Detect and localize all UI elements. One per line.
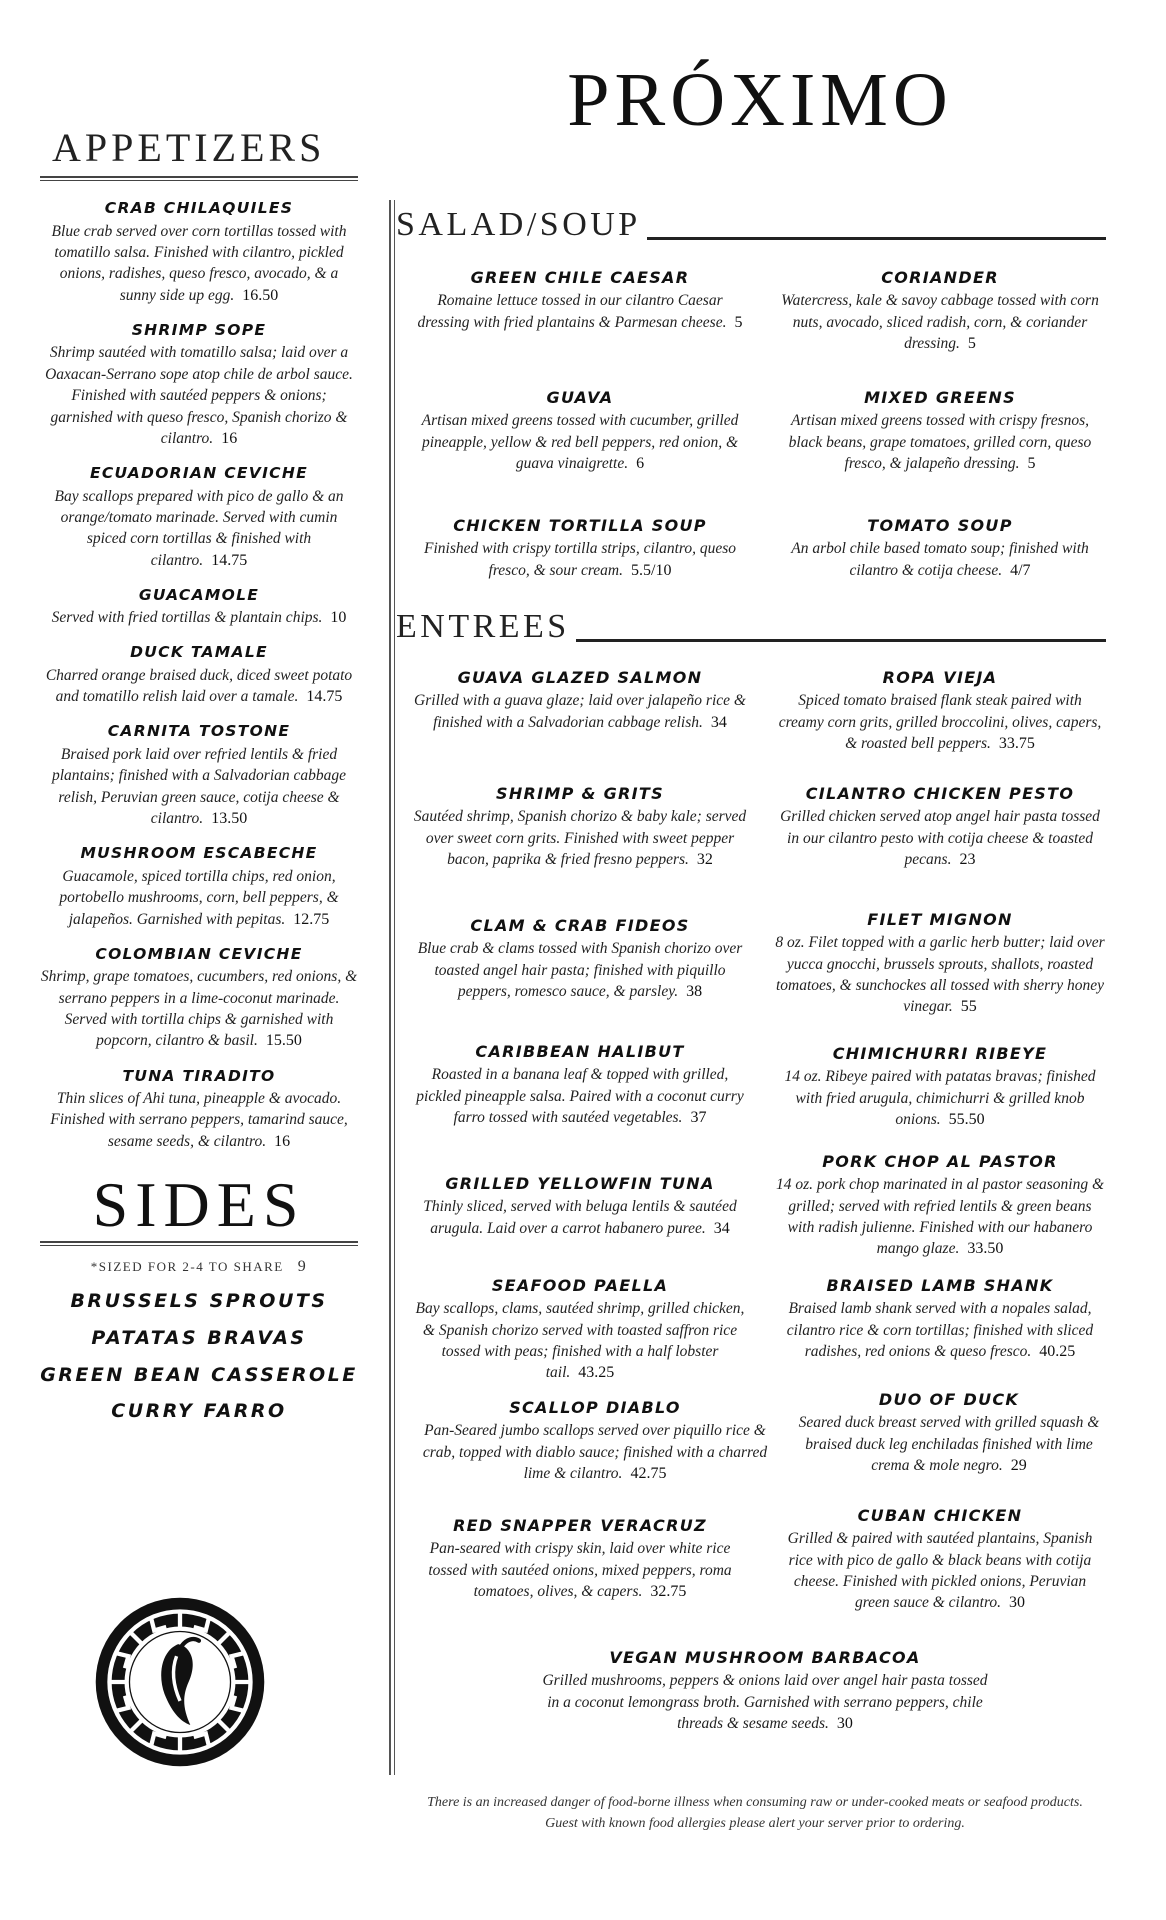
entree-desc-text: Sautéed shrimp, Spanish chorizo & baby kale; served over sweet corn grits. Finished with sweet pepper bacon, paprika & fried fresno peppers. — [413, 808, 747, 868]
entree-price: 55 — [960, 998, 977, 1016]
entree-desc-text: 14 oz. pork chop marinated in al pastor seasoning & grilled; served with refried lentils & green beans with radish julienne. Finished with our habanero mango glaze. — [775, 1176, 1105, 1258]
appetizer-desc-text: Thin slices of Ahi tuna, pineapple & avocado. Finished with serrano peppers, tamarind sauce, sesame seeds, & cilantro. — [50, 1090, 348, 1150]
appetizers-heading: APPETIZERS — [52, 125, 326, 170]
entree-description — [410, 1420, 780, 1485]
appetizer-item — [40, 722, 358, 830]
entree-name: VEGAN MUSHROOM BARBACOA — [609, 1648, 921, 1667]
soup-item — [410, 516, 750, 582]
entree-price: 33.50 — [967, 1240, 1004, 1258]
entree-item — [775, 1152, 1105, 1260]
entree-name: CILANTRO CHICKEN PESTO — [805, 784, 1075, 803]
appetizer-name: SHRIMP SOPE — [131, 320, 267, 339]
restaurant-name: PRÓXIMO — [567, 58, 953, 142]
appetizer-price: 13.50 — [211, 810, 248, 828]
entree-name: CUBAN CHICKEN — [857, 1506, 1023, 1525]
entree-description — [775, 1298, 1105, 1363]
entree-name: PORK CHOP AL PASTOR — [822, 1152, 1058, 1171]
appetizer-description — [40, 966, 358, 1052]
salad-item — [775, 388, 1105, 475]
entree-price: 42.75 — [630, 1464, 667, 1482]
entree-name: DUO OF DUCK — [878, 1390, 1020, 1409]
entree-name: ROPA VIEJA — [882, 668, 998, 687]
appetizer-description — [40, 221, 358, 307]
entree-desc-text: Pan-seared with crispy skin, laid over white rice tossed with sautéed onions, mixed peppers, roma tomatoes, olives, & capers. — [428, 1540, 732, 1600]
entrees-header — [396, 610, 1106, 644]
salad-item — [775, 268, 1105, 355]
entree-description — [410, 1298, 750, 1384]
entree-desc-text: Roasted in a banana leaf & topped with grilled, pickled pineapple salsa. Paired with a coconut curry farro tossed with sautéed vegetables. — [416, 1066, 744, 1126]
appetizer-name: CRAB CHILAQUILES — [104, 199, 294, 217]
appetizer-item — [40, 464, 358, 572]
appetizer-desc-text: Shrimp sautéed with tomatillo salsa; laid over a Oaxacan-Serrano sope atop chile de arbol sauce. Finished with sautéed peppers & onions; garnished with queso fresco, Spanish chorizo & cilantro. — [45, 344, 353, 447]
entree-description — [775, 1066, 1105, 1131]
entree-item — [410, 1042, 750, 1129]
entree-name: SEAFOOD PAELLA — [491, 1276, 669, 1295]
appetizer-name: ECUADORIAN CEVICHE — [89, 463, 309, 482]
salad-name: GREEN CHILE CAESAR — [470, 268, 690, 287]
entree-desc-text: Blue crab & clams tossed with Spanish chorizo over toasted angel hair pasta; finished with piquillo peppers, romesco sauce, & parsley. — [417, 940, 743, 1000]
entree-item — [775, 910, 1105, 1018]
entree-name: RED SNAPPER VERACRUZ — [453, 1516, 707, 1535]
entree-item — [410, 784, 750, 871]
entree-description — [775, 932, 1105, 1018]
appetizer-name: COLOMBIAN CEVICHE — [95, 944, 303, 963]
entree-desc-text: 14 oz. Ribeye paired with patatas bravas; finished with fried arugula, chimichurri & grilled knob onions. — [784, 1068, 1096, 1128]
entree-name: GUAVA GLAZED SALMON — [457, 668, 703, 687]
appetizer-item — [40, 945, 358, 1053]
appetizer-desc-text: Shrimp, grape tomatoes, cucumbers, red onions, & serrano peppers in a lime-coconut marinade. Served with tortilla chips & garnished with popcorn, cilantro & basil. — [40, 968, 358, 1050]
entree-item — [410, 1276, 750, 1384]
salad-price: 5 — [734, 313, 743, 331]
soup-description — [775, 538, 1105, 581]
salad-name: GUAVA — [546, 388, 614, 407]
entree-price: 55.50 — [948, 1110, 985, 1128]
appetizer-desc-text: Blue crab served over corn tortillas tossed with tomatillo salsa. Finished with cilantro, pickled onions, radishes, queso fresco, avocado, & a sunny side up egg. — [51, 222, 347, 304]
entree-item — [410, 916, 750, 1003]
appetizer-price: 12.75 — [293, 910, 330, 928]
salad-desc-text: Watercress, kale & savoy cabbage tossed with corn nuts, avocado, sliced radish, corn, & coriander dressing. — [781, 292, 1099, 352]
side-item: BRUSSELS SPROUTS — [70, 1289, 328, 1312]
entrees-heading: ENTREES — [396, 608, 570, 645]
entree-name: CLAM & CRAB FIDEOS — [470, 916, 690, 935]
entree-desc-text: Seared duck breast served with grilled squash & braised duck leg enchiladas finished with lime crema & mole negro. — [798, 1414, 1100, 1474]
appetizer-price: 16 — [221, 429, 238, 447]
entree-price: 29 — [1010, 1456, 1027, 1474]
entree-price: 38 — [686, 982, 703, 1000]
appetizer-desc-text: Guacamole, spiced tortilla chips, red onion, portobello mushrooms, corn, bell peppers, & jalapeños. Garnished with pepitas. — [59, 867, 339, 928]
appetizer-description — [40, 866, 358, 931]
entree-price: 34 — [713, 1219, 730, 1237]
salad-soup-header — [396, 208, 1106, 242]
appetizer-price: 16 — [274, 1132, 291, 1150]
chile-pepper-in-greek-key-ring-icon — [94, 1596, 266, 1768]
soup-price: 4/7 — [1010, 561, 1031, 579]
appetizer-description — [40, 665, 358, 708]
entree-description — [410, 1064, 750, 1129]
appetizer-description — [40, 342, 358, 450]
entree-desc-text: Braised lamb shank served with a nopales salad, cilantro rice & corn tortillas; finished with sliced radishes, red onions & queso fresco. — [786, 1300, 1094, 1360]
sides-note-text: *SIZED FOR 2-4 TO SHARE — [90, 1258, 284, 1274]
entree-item — [775, 1276, 1105, 1363]
appetizer-name: MUSHROOM ESCABECHE — [80, 844, 318, 863]
salad-description — [410, 290, 750, 333]
entree-description — [775, 1174, 1105, 1260]
entree-desc-text: Grilled & paired with sautéed plantains, Spanish rice with pico de gallo & black beans with cotija cheese. Finished with pickled onions, Peruvian green sauce & cilantro. — [787, 1530, 1093, 1612]
entree-item — [775, 784, 1105, 871]
entree-name: FILET MIGNON — [867, 910, 1013, 929]
salad-description — [410, 410, 750, 475]
sides-rule — [40, 1241, 358, 1246]
entree-price: 32 — [696, 850, 713, 868]
entree-description — [775, 806, 1105, 871]
column-divider — [389, 200, 395, 1775]
entree-desc-text: 8 oz. Filet topped with a garlic herb butter; laid over yucca gnocchi, brussels sprouts, shallots, roasted tomatoes, & sunchockes all tossed with sherry honey vinegar. — [775, 934, 1105, 1016]
entree-description — [410, 938, 750, 1003]
entree-description — [775, 1528, 1105, 1614]
sides-note — [40, 1258, 358, 1276]
entree-item — [535, 1648, 995, 1735]
appetizer-name: CARNITA TOSTONE — [107, 722, 291, 741]
appetizer-description — [40, 607, 358, 629]
appetizer-item — [40, 844, 358, 930]
entree-price: 43.25 — [578, 1364, 615, 1382]
soup-desc-text: An arbol chile based tomato soup; finished with cilantro & cotija cheese. — [791, 540, 1089, 579]
appetizer-description — [40, 744, 358, 830]
entree-desc-text: Grilled with a guava glaze; laid over jalapeño rice & finished with a Salvadorian cabbage relish. — [414, 692, 746, 731]
entree-name: GRILLED YELLOWFIN TUNA — [445, 1174, 715, 1193]
entree-price: 23 — [959, 850, 976, 868]
salad-description — [775, 410, 1105, 475]
entree-name: CHIMICHURRI RIBEYE — [832, 1044, 1048, 1063]
entree-item — [410, 1398, 780, 1485]
entree-item — [410, 1174, 750, 1240]
sides-heading: SIDES — [92, 1168, 306, 1240]
entree-description — [775, 690, 1105, 755]
appetizer-description — [40, 486, 358, 572]
appetizer-name: GUACAMOLE — [138, 585, 260, 604]
soup-item — [775, 516, 1105, 582]
entree-description — [535, 1670, 995, 1735]
salad-desc-text: Romaine lettuce tossed in our cilantro Caesar dressing with fried plantains & Parmesan cheese. — [417, 292, 727, 331]
entree-item — [410, 1516, 750, 1603]
entree-desc-text: Thinly sliced, served with beluga lentils & sautéed arugula. Laid over a carrot habanero puree. — [423, 1198, 737, 1237]
left-column — [40, 125, 358, 1423]
entree-price: 33.75 — [998, 734, 1035, 752]
entree-item — [790, 1390, 1108, 1477]
appetizer-price: 14.75 — [306, 688, 343, 706]
entree-description — [410, 1538, 750, 1603]
salad-price: 5 — [967, 334, 976, 352]
entree-item — [775, 668, 1105, 755]
entrees-rule — [576, 639, 1106, 642]
salad-desc-text: Artisan mixed greens tossed with crispy fresnos, black beans, grape tomatoes, grilled corn, queso fresco, & jalapeño dressing. — [788, 412, 1092, 472]
appetizer-desc-text: Bay scallops prepared with pico de gallo & an orange/tomato marinade. Served with cumin spiced corn tortillas & finished with cilantro. — [54, 487, 344, 569]
appetizer-price: 10 — [330, 609, 347, 627]
entree-price: 40.25 — [1039, 1342, 1076, 1360]
entree-name: SHRIMP & GRITS — [496, 784, 664, 803]
entree-item — [410, 668, 750, 734]
appetizer-item — [40, 199, 358, 307]
salad-name: CORIANDER — [881, 268, 999, 287]
appetizer-name: DUCK TAMALE — [130, 643, 268, 662]
appetizers-rule — [40, 176, 358, 181]
entree-item — [775, 1506, 1105, 1614]
entree-name: BRAISED LAMB SHANK — [826, 1276, 1054, 1295]
salad-soup-rule — [647, 237, 1106, 240]
entree-price: 30 — [1009, 1594, 1026, 1612]
entree-item — [775, 1044, 1105, 1131]
salad-item — [410, 388, 750, 475]
entree-description — [790, 1412, 1108, 1477]
entree-desc-text: Bay scallops, clams, sautéed shrimp, grilled chicken, & Spanish chorizo served with toasted saffron rice tossed with peas; finished with a half lobster tail. — [415, 1300, 745, 1382]
soup-name: TOMATO SOUP — [867, 516, 1013, 535]
entree-price: 30 — [836, 1714, 853, 1732]
side-item: CURRY FARRO — [111, 1400, 287, 1423]
entree-name: SCALLOP DIABLO — [509, 1398, 681, 1417]
salad-price: 6 — [636, 454, 645, 472]
entree-description — [410, 690, 750, 733]
salad-price: 5 — [1027, 454, 1036, 472]
soup-price: 5.5/10 — [631, 561, 672, 579]
appetizer-item — [40, 586, 358, 630]
entree-price: 34 — [710, 713, 727, 731]
soup-desc-text: Finished with crispy tortilla strips, cilantro, queso fresco, & sour cream. — [423, 540, 736, 579]
appetizer-item — [40, 321, 358, 450]
entree-desc-text: Grilled chicken served atop angel hair pasta tossed in our cilantro pesto with cotija cheese & toasted pecans. — [780, 808, 1100, 868]
appetizer-name: TUNA TIRADITO — [122, 1066, 276, 1085]
sides-price: 9 — [297, 1257, 308, 1275]
appetizer-desc-text: Braised pork laid over refried lentils & fried plantains; finished with a Salvadorian cabbage relish, Peruvian green sauce, cotija cheese & cilantro. — [51, 746, 347, 828]
appetizer-item — [40, 643, 358, 708]
entree-description — [410, 1196, 750, 1239]
appetizer-price: 16.50 — [242, 286, 279, 304]
soup-name: CHICKEN TORTILLA SOUP — [453, 516, 707, 535]
side-item: GREEN BEAN CASSEROLE — [40, 1363, 358, 1386]
entree-price: 37 — [690, 1108, 707, 1126]
appetizer-item — [40, 1067, 358, 1153]
appetizer-price: 15.50 — [265, 1032, 302, 1050]
entree-desc-text: Grilled mushrooms, peppers & onions laid over angel hair pasta tossed in a coconut lemongrass broth. Garnished with serrano peppers, chile threads & sesame seeds. — [542, 1672, 988, 1732]
soup-description — [410, 538, 750, 581]
salad-soup-heading: SALAD/SOUP — [396, 206, 641, 243]
entree-desc-text: Pan-Seared jumbo scallops served over piquillo rice & crab, topped with diablo sauce; finished with a charred lime & cilantro. — [422, 1422, 768, 1482]
entree-price: 32.75 — [650, 1582, 687, 1600]
appetizer-description — [40, 1088, 358, 1153]
entree-desc-text: Spiced tomato braised flank steak paired with creamy corn grits, grilled broccolini, olives, capers, & roasted bell peppers. — [778, 692, 1102, 752]
salad-item — [410, 268, 750, 334]
appetizer-price: 14.75 — [211, 551, 248, 569]
entree-name: CARIBBEAN HALIBUT — [475, 1042, 685, 1061]
salad-name: MIXED GREENS — [864, 388, 1016, 407]
salad-description — [775, 290, 1105, 355]
appetizer-desc-text: Charred orange braised duck, diced sweet potato and tomatillo relish laid over a tamale. — [45, 667, 353, 706]
food-safety-disclaimer: There is an increased danger of food-borne illness when consuming raw or under-cooked meats or seafood products. Guest with known food allergies please alert your server prior to ordering. — [427, 1795, 1083, 1831]
side-item: PATATAS BRAVAS — [91, 1326, 307, 1349]
entree-description — [410, 806, 750, 871]
salad-desc-text: Artisan mixed greens tossed with cucumber, grilled pineapple, yellow & red bell peppers, red onion, & guava vinaigrette. — [421, 412, 739, 472]
appetizer-desc-text: Served with fried tortillas & plantain chips. — [51, 609, 323, 627]
appetizers-list — [40, 199, 358, 1153]
